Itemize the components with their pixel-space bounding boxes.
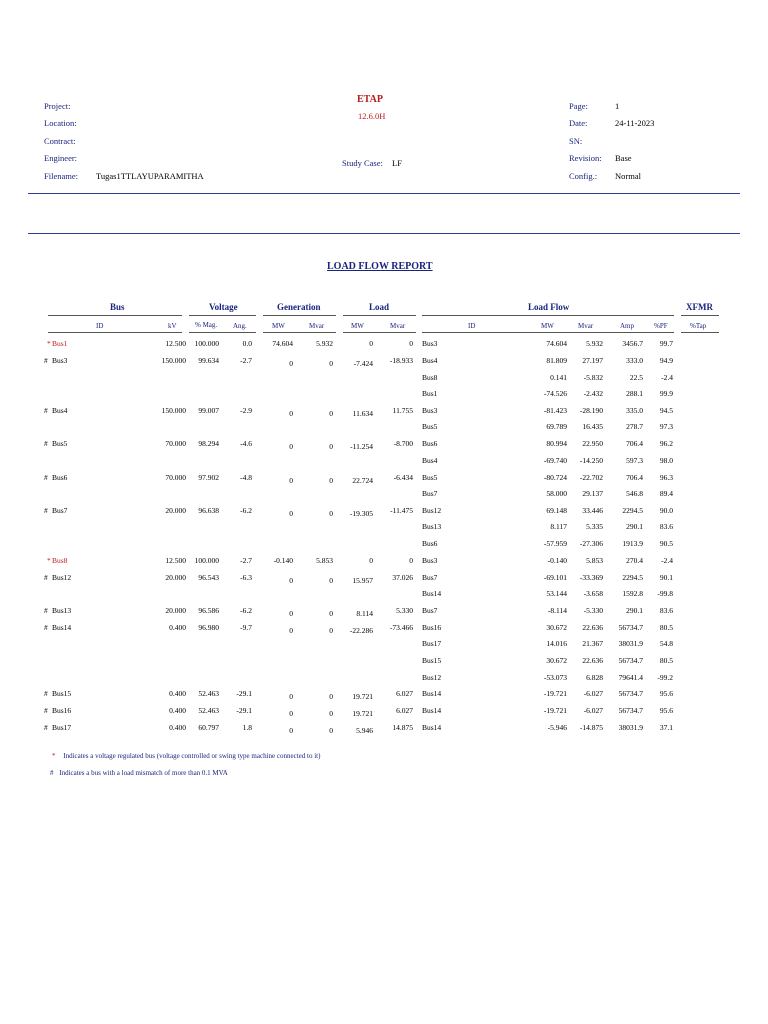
cell-ang: -6.2 — [240, 506, 252, 515]
cell-gen-mw: 0 — [289, 609, 293, 618]
cell-lf-mw: -69.101 — [543, 573, 567, 582]
bus-marker: # — [44, 473, 48, 482]
bus-marker: # — [44, 706, 48, 715]
cell-bus-id: Bus8 — [52, 556, 68, 565]
cell-lf-id: Bus17 — [422, 639, 442, 648]
col-lf-amp: Amp — [620, 322, 634, 330]
date-label: Date: — [569, 118, 588, 128]
contract-label: Contract: — [44, 136, 76, 146]
project-label: Project: — [44, 101, 71, 111]
cell-mag: 52.463 — [198, 706, 219, 715]
cell-lf-mvar: -6.027 — [583, 706, 603, 715]
cell-mag: 96.980 — [198, 623, 219, 632]
cell-mag: 96.543 — [198, 573, 219, 582]
cell-kv: 12.500 — [165, 556, 186, 565]
cell-lf-mw: -69.740 — [543, 456, 567, 465]
cell-lf-id: Bus7 — [422, 573, 438, 582]
sub-rule-voltage — [189, 332, 256, 333]
load-flow-group-rule — [422, 315, 674, 316]
cell-lf-mw: 69.789 — [546, 422, 567, 431]
cell-lf-mvar: -3.658 — [583, 589, 603, 598]
cell-lf-mvar: 22.950 — [582, 439, 603, 448]
cell-lf-mw: 81.809 — [546, 356, 567, 365]
cell-gen-mvar: 0 — [329, 609, 333, 618]
config-label: Config.: — [569, 171, 598, 181]
cell-kv: 20.000 — [165, 506, 186, 515]
cell-mag: 96.586 — [198, 606, 219, 615]
cell-lf-amp: 2294.5 — [622, 506, 643, 515]
cell-lf-id: Bus14 — [422, 589, 442, 598]
cell-lf-mw: -53.073 — [543, 673, 567, 682]
cell-lf-mvar: -28.190 — [579, 406, 603, 415]
cell-lf-mw: -74.526 — [543, 389, 567, 398]
cell-lf-mvar: 21.367 — [582, 639, 603, 648]
location-label: Location: — [44, 118, 77, 128]
col-id: ID — [96, 322, 104, 330]
voltage-group-rule — [189, 315, 256, 316]
cell-load-mw: -7.424 — [353, 359, 373, 368]
cell-lf-id: Bus6 — [422, 439, 438, 448]
cell-lf-pf: 95.6 — [659, 706, 673, 715]
cell-lf-id: Bus3 — [422, 339, 438, 348]
cell-gen-mvar: 0 — [329, 626, 333, 635]
cell-gen-mvar: 0 — [329, 476, 333, 485]
cell-lf-id: Bus12 — [422, 673, 442, 682]
cell-load-mw: -19.305 — [349, 509, 373, 518]
cell-lf-amp: 288.1 — [626, 389, 643, 398]
cell-lf-mvar: 5.932 — [586, 339, 603, 348]
col-load-mw: MW — [351, 322, 364, 330]
cell-lf-pf: 83.6 — [659, 606, 673, 615]
cell-lf-pf: -99.8 — [657, 589, 673, 598]
revision-label: Revision: — [569, 153, 602, 163]
cell-load-mvar: 14.875 — [392, 723, 413, 732]
cell-bus-id: Bus15 — [52, 689, 72, 698]
cell-lf-mvar: -14.250 — [579, 456, 603, 465]
col-lf-id: ID — [468, 322, 476, 330]
cell-lf-pf: 94.9 — [659, 356, 673, 365]
cell-lf-pf: 80.5 — [659, 656, 673, 665]
bus-group-rule — [48, 315, 182, 316]
cell-lf-amp: 1592.8 — [622, 589, 643, 598]
cell-lf-id: Bus12 — [422, 506, 442, 515]
app-version: 12.6.0H — [358, 111, 386, 121]
cell-lf-mw: 0.141 — [550, 373, 567, 382]
cell-lf-amp: 290.1 — [626, 606, 643, 615]
bus-marker: * — [47, 339, 51, 348]
bus-marker: # — [44, 439, 48, 448]
bus-marker: # — [44, 606, 48, 615]
cell-lf-id: Bus7 — [422, 489, 438, 498]
cell-gen-mvar: 0 — [329, 692, 333, 701]
cell-mag: 100.000 — [194, 339, 219, 348]
cell-lf-amp: 278.7 — [626, 422, 643, 431]
cell-load-mvar: -18.933 — [389, 356, 413, 365]
bus-marker: # — [44, 356, 48, 365]
cell-lf-mvar: -33.369 — [579, 573, 603, 582]
cell-lf-amp: 56734.7 — [618, 706, 643, 715]
cell-lf-pf: 99.9 — [659, 389, 673, 398]
cell-lf-amp: 38031.9 — [618, 639, 643, 648]
app-name: ETAP — [357, 94, 383, 105]
cell-gen-mw: 0 — [289, 576, 293, 585]
cell-lf-mvar: 16.435 — [582, 422, 603, 431]
cell-lf-mw: 53.144 — [546, 589, 567, 598]
cell-lf-mw: -80.724 — [543, 473, 567, 482]
study-case-value: LF — [392, 158, 402, 168]
cell-kv: 20.000 — [165, 606, 186, 615]
cell-lf-pf: 99.7 — [659, 339, 673, 348]
cell-lf-mvar: -22.702 — [579, 473, 603, 482]
cell-lf-id: Bus8 — [422, 373, 438, 382]
cell-gen-mvar: 0 — [329, 442, 333, 451]
cell-lf-pf: 96.2 — [659, 439, 673, 448]
col-load-mvar: Mvar — [390, 322, 406, 330]
cell-lf-mvar: -6.027 — [583, 689, 603, 698]
cell-bus-id: Bus1 — [52, 339, 68, 348]
cell-gen-mw: 74.604 — [272, 339, 293, 348]
cell-lf-id: Bus5 — [422, 422, 438, 431]
cell-lf-mw: -19.721 — [543, 706, 567, 715]
note-text-hash: Indicates a bus with a load mismatch of more than 0.1 MVA — [59, 769, 228, 777]
study-case-label: Study Case: — [342, 158, 383, 168]
cell-load-mw: 5.946 — [356, 726, 373, 735]
cell-load-mw: 0 — [369, 556, 373, 565]
config-value: Normal — [615, 171, 641, 181]
cell-kv: 150.000 — [161, 406, 186, 415]
cell-lf-id: Bus3 — [422, 556, 438, 565]
cell-lf-pf: 96.3 — [659, 473, 673, 482]
cell-lf-mvar: -5.832 — [583, 373, 603, 382]
cell-gen-mw: 0 — [289, 709, 293, 718]
note-load-mismatch — [50, 769, 228, 777]
cell-lf-mvar: -2.432 — [583, 389, 603, 398]
cell-load-mw: 8.114 — [356, 609, 373, 618]
cell-lf-mw: -57.959 — [543, 539, 567, 548]
group-bus: Bus — [110, 302, 125, 312]
cell-gen-mvar: 0 — [329, 409, 333, 418]
bus-marker: # — [44, 723, 48, 732]
cell-load-mvar: -11.475 — [390, 506, 413, 515]
cell-lf-mw: 8.117 — [550, 522, 567, 531]
sn-label: SN: — [569, 136, 583, 146]
cell-gen-mw: 0 — [289, 509, 293, 518]
cell-kv: 70.000 — [165, 439, 186, 448]
cell-kv: 150.000 — [161, 356, 186, 365]
cell-gen-mvar: 0 — [329, 726, 333, 735]
bus-marker: # — [44, 689, 48, 698]
cell-kv: 0.400 — [169, 706, 186, 715]
cell-lf-amp: 79641.4 — [618, 673, 643, 682]
cell-lf-mvar: 27.197 — [582, 356, 603, 365]
cell-bus-id: Bus16 — [52, 706, 72, 715]
cell-bus-id: Bus17 — [52, 723, 72, 732]
cell-lf-mw: 74.604 — [546, 339, 567, 348]
cell-lf-mvar: 5.853 — [586, 556, 603, 565]
page-label: Page: — [569, 101, 588, 111]
col-xfmr-tap: %Tap — [690, 322, 707, 330]
cell-load-mvar: -73.466 — [389, 623, 413, 632]
cell-mag: 97.902 — [198, 473, 219, 482]
col-lf-mvar: Mvar — [578, 322, 594, 330]
cell-lf-mvar: -14.875 — [579, 723, 603, 732]
cell-load-mw: -11.254 — [350, 442, 373, 451]
group-voltage: Voltage — [209, 302, 238, 312]
cell-kv: 0.400 — [169, 623, 186, 632]
cell-mag: 98.294 — [198, 439, 219, 448]
cell-lf-amp: 290.1 — [626, 522, 643, 531]
cell-lf-amp: 56734.7 — [618, 689, 643, 698]
group-load: Load — [369, 302, 390, 312]
cell-bus-id: Bus12 — [52, 573, 72, 582]
cell-lf-amp: 597.3 — [626, 456, 643, 465]
cell-mag: 100.000 — [194, 556, 219, 565]
cell-ang: -2.7 — [240, 556, 252, 565]
cell-lf-pf: 97.3 — [659, 422, 673, 431]
col-lf-mw: MW — [541, 322, 554, 330]
cell-ang: 1.8 — [242, 723, 252, 732]
cell-lf-amp: 22.5 — [629, 373, 643, 382]
load-group-rule — [343, 315, 416, 316]
cell-lf-amp: 706.4 — [626, 473, 643, 482]
cell-gen-mw: 0 — [289, 692, 293, 701]
cell-lf-pf: 37.1 — [659, 723, 673, 732]
cell-lf-pf: 90.5 — [659, 539, 673, 548]
cell-lf-id: Bus13 — [422, 522, 442, 531]
cell-lf-pf: 89.4 — [659, 489, 673, 498]
cell-lf-amp: 333.0 — [626, 356, 643, 365]
cell-lf-amp: 3456.7 — [622, 339, 643, 348]
cell-lf-id: Bus3 — [422, 406, 438, 415]
cell-gen-mw: 0 — [289, 476, 293, 485]
date-value: 24-11-2023 — [615, 118, 655, 128]
cell-ang: -2.7 — [240, 356, 252, 365]
cell-mag: 60.797 — [198, 723, 219, 732]
note-voltage-regulated — [52, 752, 320, 760]
cell-lf-mvar: 22.636 — [582, 623, 603, 632]
cell-kv: 12.500 — [165, 339, 186, 348]
cell-lf-id: Bus1 — [422, 389, 438, 398]
cell-lf-pf: 94.5 — [659, 406, 673, 415]
cell-load-mw: 15.957 — [352, 576, 373, 585]
cell-load-mvar: 6.027 — [396, 689, 413, 698]
cell-lf-amp: 335.0 — [626, 406, 643, 415]
cell-bus-id: Bus14 — [52, 623, 72, 632]
cell-lf-id: Bus4 — [422, 456, 438, 465]
cell-load-mvar: 5.330 — [396, 606, 413, 615]
cell-lf-pf: 80.5 — [659, 623, 673, 632]
group-load-flow: Load Flow — [528, 302, 570, 312]
cell-lf-id: Bus16 — [422, 623, 442, 632]
cell-lf-mw: 69.148 — [546, 506, 567, 515]
cell-ang: -4.6 — [240, 439, 252, 448]
cell-bus-id: Bus4 — [52, 406, 68, 415]
cell-lf-mw: -8.114 — [547, 606, 567, 615]
note-marker-star: * — [52, 752, 56, 760]
cell-lf-pf: 90.0 — [659, 506, 673, 515]
cell-lf-pf: 83.6 — [659, 522, 673, 531]
note-marker-hash: # — [50, 769, 54, 777]
group-xfmr: XFMR — [686, 302, 713, 312]
cell-lf-mw: 30.672 — [546, 623, 567, 632]
cell-ang: -4.8 — [240, 473, 252, 482]
cell-lf-amp: 270.4 — [626, 556, 643, 565]
sub-rule-load — [343, 332, 416, 333]
cell-load-mvar: 0 — [409, 556, 413, 565]
cell-lf-pf: -2.4 — [661, 373, 673, 382]
col-lf-pf: %PF — [654, 322, 668, 330]
cell-lf-amp: 706.4 — [626, 439, 643, 448]
cell-bus-id: Bus13 — [52, 606, 72, 615]
cell-lf-mw: 80.994 — [546, 439, 567, 448]
cell-ang: -6.3 — [240, 573, 252, 582]
col-gen-mvar: Mvar — [309, 322, 325, 330]
cell-load-mw: 22.724 — [352, 476, 373, 485]
cell-lf-mvar: 29.137 — [582, 489, 603, 498]
cell-gen-mw: 0 — [289, 359, 293, 368]
cell-lf-mvar: -5.330 — [583, 606, 603, 615]
cell-lf-amp: 56734.7 — [618, 656, 643, 665]
col-kv: kV — [168, 322, 177, 330]
sub-rule-generation — [263, 332, 336, 333]
cell-lf-mvar: 33.446 — [582, 506, 603, 515]
cell-load-mvar: 6.027 — [396, 706, 413, 715]
cell-bus-id: Bus5 — [52, 439, 68, 448]
cell-ang: 0.0 — [242, 339, 252, 348]
cell-ang: -2.9 — [240, 406, 252, 415]
cell-load-mw: 11.634 — [352, 409, 373, 418]
bus-marker: # — [44, 573, 48, 582]
cell-mag: 99.634 — [198, 356, 219, 365]
cell-lf-id: Bus7 — [422, 606, 438, 615]
filename-value: Tugas1TTLAYUPARAMITHA — [96, 171, 204, 181]
cell-lf-amp: 38031.9 — [618, 723, 643, 732]
header-divider — [28, 193, 740, 194]
cell-lf-mvar: -27.306 — [579, 539, 603, 548]
bus-marker: # — [44, 506, 48, 515]
page-value: 1 — [615, 101, 620, 111]
cell-load-mvar: 37.026 — [392, 573, 413, 582]
cell-lf-mw: -19.721 — [543, 689, 567, 698]
cell-lf-mw: -0.140 — [547, 556, 567, 565]
cell-lf-mw: 58.000 — [546, 489, 567, 498]
cell-gen-mvar: 5.853 — [316, 556, 333, 565]
cell-lf-mvar: 5.335 — [586, 522, 603, 531]
cell-load-mvar: -8.700 — [393, 439, 413, 448]
sub-rule-bus — [48, 332, 182, 333]
cell-load-mvar: -6.434 — [393, 473, 413, 482]
cell-kv: 0.400 — [169, 723, 186, 732]
cell-lf-mw: -5.946 — [547, 723, 567, 732]
cell-gen-mvar: 0 — [329, 509, 333, 518]
engineer-label: Engineer: — [44, 153, 78, 163]
cell-load-mvar: 11.755 — [392, 406, 413, 415]
bus-marker: # — [44, 623, 48, 632]
filename-label: Filename: — [44, 171, 78, 181]
cell-gen-mw: 0 — [289, 409, 293, 418]
cell-ang: -6.2 — [240, 606, 252, 615]
cell-lf-id: Bus14 — [422, 723, 442, 732]
cell-load-mvar: 0 — [409, 339, 413, 348]
cell-lf-mw: 14.016 — [546, 639, 567, 648]
cell-load-mw: -22.286 — [349, 626, 373, 635]
cell-gen-mw: 0 — [289, 626, 293, 635]
section-divider — [28, 233, 740, 234]
cell-kv: 0.400 — [169, 689, 186, 698]
bus-marker: # — [44, 406, 48, 415]
col-gen-mw: MW — [272, 322, 285, 330]
cell-gen-mvar: 0 — [329, 709, 333, 718]
generation-group-rule — [263, 315, 336, 316]
cell-mag: 52.463 — [198, 689, 219, 698]
cell-ang: -9.7 — [240, 623, 252, 632]
xfmr-group-rule — [681, 315, 719, 316]
cell-lf-pf: -99.2 — [657, 673, 673, 682]
cell-lf-amp: 1913.9 — [622, 539, 643, 548]
cell-kv: 20.000 — [165, 573, 186, 582]
cell-load-mw: 19.721 — [352, 692, 373, 701]
cell-bus-id: Bus3 — [52, 356, 68, 365]
cell-lf-pf: 98.0 — [659, 456, 673, 465]
cell-bus-id: Bus6 — [52, 473, 68, 482]
cell-gen-mw: 0 — [289, 726, 293, 735]
cell-gen-mvar: 0 — [329, 359, 333, 368]
cell-lf-pf: 54.8 — [659, 639, 673, 648]
cell-mag: 99.007 — [198, 406, 219, 415]
cell-lf-pf: 90.1 — [659, 573, 673, 582]
cell-lf-mvar: 6.828 — [586, 673, 603, 682]
cell-lf-id: Bus4 — [422, 356, 438, 365]
revision-value: Base — [615, 153, 632, 163]
col-ang: Ang. — [233, 322, 247, 330]
cell-lf-amp: 546.8 — [626, 489, 643, 498]
cell-lf-amp: 56734.7 — [618, 623, 643, 632]
cell-ang: -29.1 — [236, 706, 252, 715]
cell-gen-mw: 0 — [289, 442, 293, 451]
cell-lf-id: Bus14 — [422, 689, 442, 698]
cell-load-mw: 0 — [369, 339, 373, 348]
note-text-star: Indicates a voltage regulated bus (voltage controlled or swing type machine connected to it) — [63, 752, 321, 760]
cell-gen-mvar: 0 — [329, 576, 333, 585]
report-title: LOAD FLOW REPORT — [327, 261, 433, 272]
bus-marker: * — [47, 556, 51, 565]
cell-lf-id: Bus14 — [422, 706, 442, 715]
cell-gen-mw: -0.140 — [273, 556, 293, 565]
cell-gen-mvar: 5.932 — [316, 339, 333, 348]
group-generation: Generation — [277, 302, 321, 312]
cell-kv: 70.000 — [165, 473, 186, 482]
cell-lf-pf: -2.4 — [661, 556, 673, 565]
cell-lf-mvar: 22.636 — [582, 656, 603, 665]
cell-lf-id: Bus6 — [422, 539, 438, 548]
cell-load-mw: 19.721 — [352, 709, 373, 718]
cell-mag: 96.638 — [198, 506, 219, 515]
cell-ang: -29.1 — [236, 689, 252, 698]
col-mag: % Mag. — [195, 321, 218, 329]
cell-lf-amp: 2294.5 — [622, 573, 643, 582]
cell-lf-mw: 30.672 — [546, 656, 567, 665]
cell-lf-id: Bus5 — [422, 473, 438, 482]
cell-bus-id: Bus7 — [52, 506, 68, 515]
sub-rule-xfmr — [681, 332, 719, 333]
cell-lf-mw: -81.423 — [543, 406, 567, 415]
cell-lf-id: Bus15 — [422, 656, 442, 665]
sub-rule-load-flow — [422, 332, 674, 333]
cell-lf-pf: 95.6 — [659, 689, 673, 698]
